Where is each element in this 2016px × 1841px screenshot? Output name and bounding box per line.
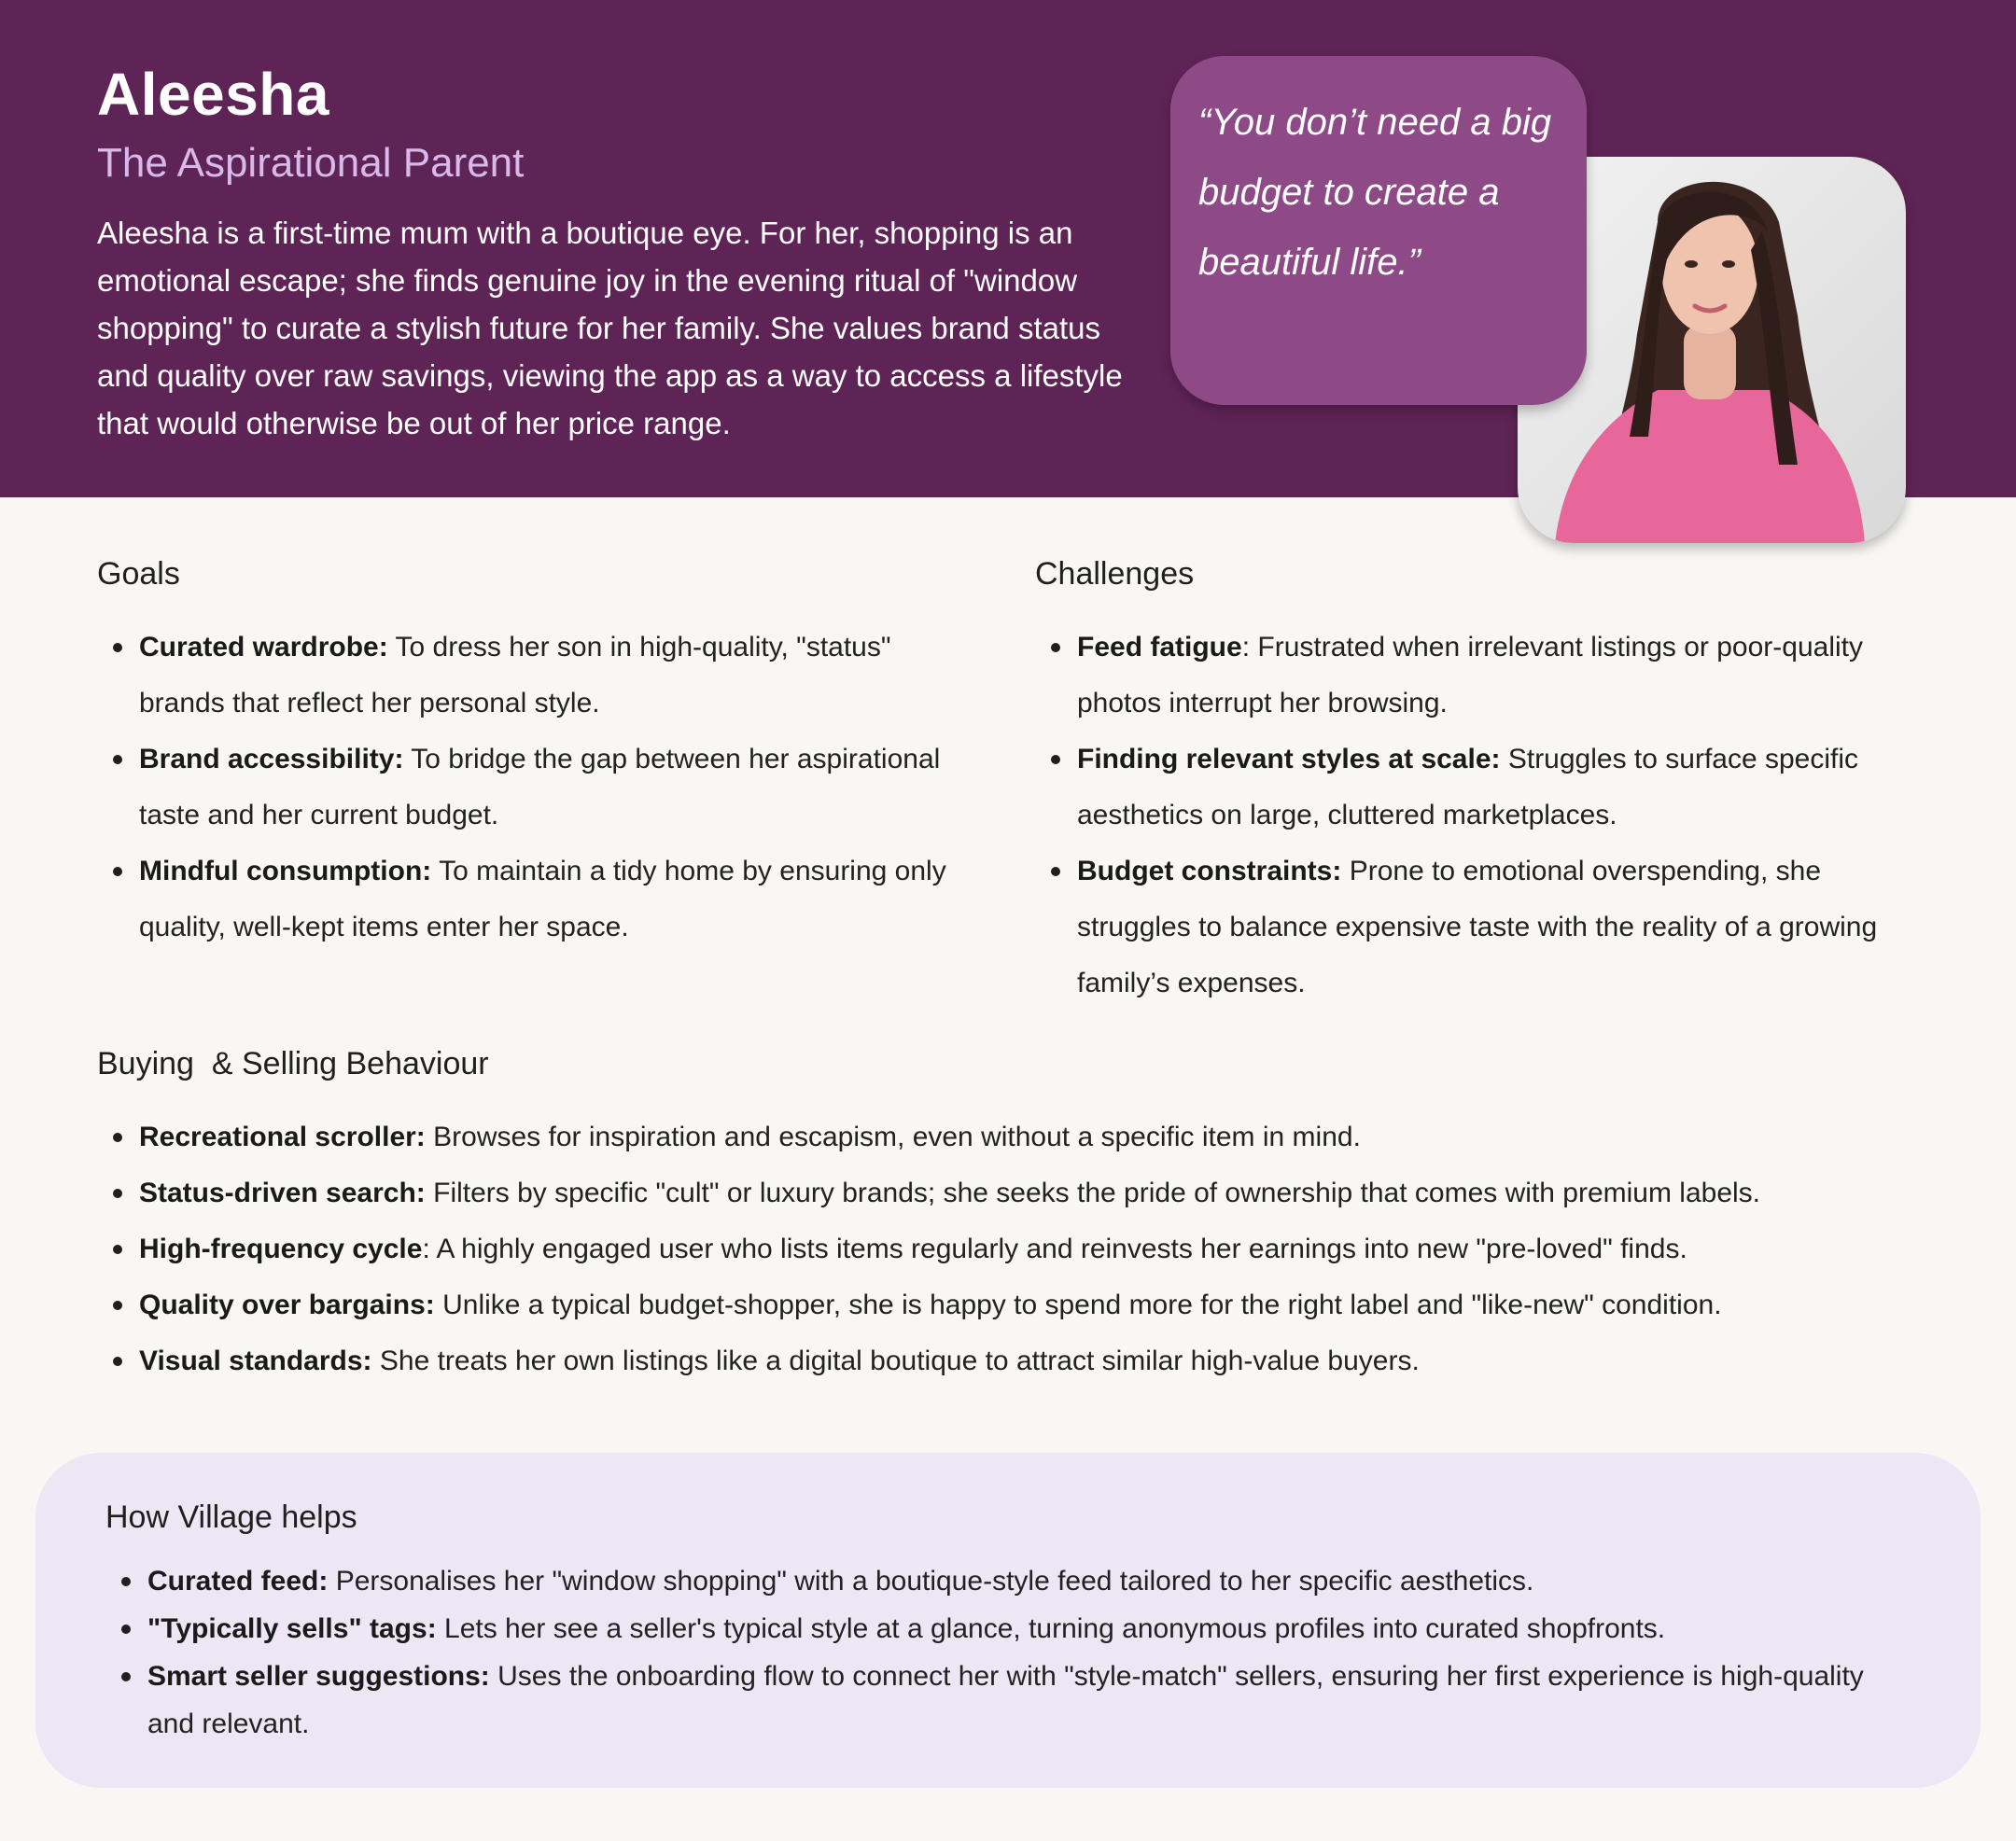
persona-role: The Aspirational Parent — [97, 140, 525, 186]
behaviour-item — [97, 1277, 1973, 1333]
help-label: "Typically sells" tags: — [147, 1613, 437, 1644]
challenge-item — [1035, 732, 1912, 844]
goals-list — [97, 620, 965, 955]
goal-label: Brand accessibility: — [139, 744, 404, 774]
behaviour-text: Browses for inspiration and escapism, even without a specific item in mind. — [425, 1122, 1361, 1152]
behaviour-text: Filters by specific "cult" or luxury brands; she seeks the pride of ownership that comes with premium labels. — [425, 1178, 1761, 1208]
goal-item — [97, 732, 965, 844]
quote-card — [1170, 56, 1587, 405]
persona-quote: “You don’t need a big budget to create a beautiful life.” — [1198, 102, 1552, 283]
help-label: Smart seller suggestions: — [147, 1661, 490, 1692]
challenge-label: Budget constraints: — [1077, 856, 1342, 886]
persona-name: Aleesha — [97, 61, 329, 128]
goal-label: Curated wardrobe: — [139, 632, 388, 662]
how-village-helps-list — [105, 1557, 1907, 1748]
behaviour-label: Status-driven search: — [139, 1178, 426, 1208]
behaviour-list — [97, 1109, 1973, 1389]
help-text: Uses the onboarding flow to connect her with "style-match" sellers, ensuring her first experience is high-quality and relevant. — [147, 1661, 1864, 1739]
goal-label: Mindful consumption: — [139, 856, 432, 886]
help-text: Personalises her "window shopping" with a boutique-style feed tailored to her specific aesthetics. — [328, 1566, 1534, 1597]
how-village-helps-box — [35, 1453, 1981, 1788]
challenge-text: Prone to emotional overspending, she struggles to balance expensive taste with the reality of a growing family’s expenses. — [1077, 856, 1878, 998]
help-item — [105, 1557, 1907, 1605]
goal-text: To maintain a tidy home by ensuring only quality, well-kept items enter her space. — [139, 856, 946, 942]
goal-text: To dress her son in high-quality, "status" brands that reflect her personal style. — [139, 632, 891, 718]
behaviour-item — [97, 1165, 1973, 1221]
challenge-item — [1035, 844, 1912, 1011]
challenges-list — [1035, 620, 1912, 1011]
behaviour-item — [97, 1109, 1973, 1165]
help-label: Curated feed: — [147, 1566, 329, 1597]
behaviour-text: Unlike a typical budget-shopper, she is happy to spend more for the right label and "like-new" condition. — [434, 1290, 1722, 1320]
behaviour-title: Buying & Selling Behaviour — [97, 1046, 489, 1081]
behaviour-label: Quality over bargains: — [139, 1290, 435, 1320]
help-text: Lets her see a seller's typical style at a glance, turning anonymous profiles into curated shopfronts. — [436, 1613, 1666, 1644]
challenge-label: Finding relevant styles at scale: — [1077, 744, 1501, 774]
eye-right — [1722, 260, 1735, 268]
help-item — [105, 1605, 1907, 1653]
persona-bio: Aleesha is a first-time mum with a boutique eye. For her, shopping is an emotional escape; she finds genuine joy in the evening ritual of "window shopping" to curate a stylish future for her family. She values brand status and quality over raw savings, viewing the app as a way to access a lifestyle that would otherwise be out of her price range. — [97, 216, 1123, 440]
goal-item — [97, 620, 965, 732]
behaviour-label: Recreational scroller: — [139, 1122, 426, 1152]
challenge-item — [1035, 620, 1912, 732]
behaviour-item — [97, 1221, 1973, 1277]
sweater-shape — [1555, 390, 1865, 543]
behaviour-item — [97, 1333, 1973, 1389]
goals-title: Goals — [97, 556, 180, 592]
challenge-text: Struggles to surface specific aesthetics on large, cluttered marketplaces. — [1077, 744, 1859, 830]
how-village-helps-title: How Village helps — [105, 1499, 357, 1535]
eye-left — [1685, 260, 1698, 268]
challenge-text: : Frustrated when irrelevant listings or poor-quality photos interrupt her browsing. — [1077, 632, 1863, 718]
behaviour-label: Visual standards: — [139, 1346, 372, 1376]
neck-shape — [1684, 325, 1736, 399]
goal-item — [97, 844, 965, 955]
challenges-title: Challenges — [1035, 556, 1195, 592]
help-item — [105, 1653, 1907, 1748]
behaviour-text: : A highly engaged user who lists items regularly and reinvests her earnings into new "pre-loved" finds. — [422, 1234, 1687, 1264]
behaviour-label: High-frequency cycle — [139, 1234, 423, 1264]
goal-text: To bridge the gap between her aspirational taste and her current budget. — [139, 744, 941, 830]
behaviour-text: She treats her own listings like a digital boutique to attract similar high-value buyers. — [371, 1346, 1420, 1376]
challenge-label: Feed fatigue — [1077, 632, 1242, 662]
